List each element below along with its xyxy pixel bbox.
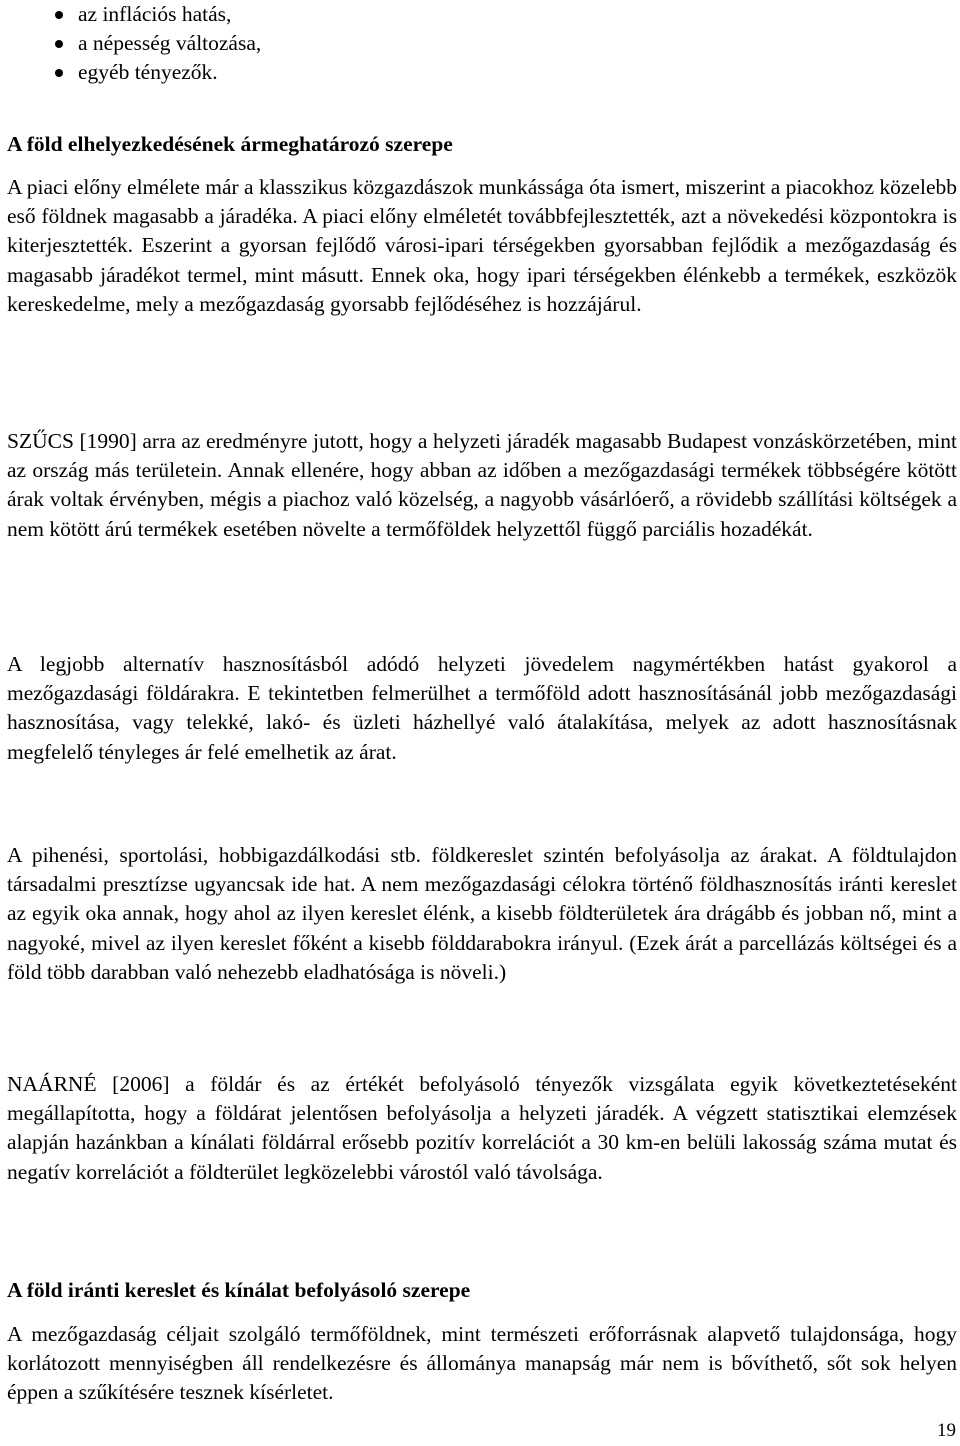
paragraph: A piaci előny elmélete már a klasszikus közgazdászok munkássága óta ismert, miszerint a piacokhoz közelebb eső földnek magasabb a járadéka. A piaci előny elméletét továbbfejlesztették, azt a növekedési központokra is kiterjesztették. Eszerint a gyorsan fejlődő városi-ipari térségekben gyorsabban fejlődik a mezőgazdaság és magasabb járadékot termel, mint másutt. Ennek oka, hogy ipari térségekben élénkebb a termékek, eszközök kereskedelme, mely a mezőgazdaság gyorsabb fejlődéséhez is hozzájárul.	[7, 175, 957, 316]
bullet-list	[55, 0, 261, 87]
paragraph: A pihenési, sportolási, hobbigazdálkodási stb. földkereslet szintén befolyásolja az árakat. A földtulajdon társadalmi presztízse ugyancsak ide hat. A nem mezőgazdasági célokra történő földhasznosítás iránti kereslet az egyik oka annak, hogy ahol az ilyen kereslet élénk, a kisebb földterületek ára drágább és jobban nő, mint a nagyoké, mivel az ilyen kereslet főként a kisebb földdarabokra irányul. (Ezek árát a parcellázás költségei és a föld több darabban való nehezebb eladhatósága is növeli.)	[7, 843, 957, 984]
paragraph: A legjobb alternatív hasznosításból adódó helyzeti jövedelem nagymértékben hatást gyakorol a mezőgazdasági földárakra. E tekintetben felmerülhet a termőföld adott hasznosításánál jobb mezőgazdasági hasznosítása, vagy telekké, lakó- és üzleti házhellyé való átalakítása, melyek az adott hasznosításnak megfelelő tényleges ár felé emelhetik az árat.	[7, 652, 957, 764]
bullet-icon	[55, 40, 63, 48]
bullet-item	[55, 29, 261, 58]
bullet-item	[55, 0, 261, 29]
bullet-item	[55, 58, 261, 87]
bullet-text: egyéb tényezők.	[78, 60, 218, 84]
bullet-icon	[55, 11, 63, 19]
paragraph: NAÁRNÉ [2006] a földár és az értékét befolyásoló tényezők vizsgálata egyik következtetéseként megállapította, hogy a földárat jelentősen befolyásolja a helyzeti járadék. A végzett statisztikai elemzések alapján hazánkban a kínálati földárral erősebb pozitív korrelációt a 30 km-en belüli lakosság száma mutat és negatív korrelációt a földterület legközelebbi várostól való távolsága.	[7, 1072, 957, 1184]
bullet-text: az inflációs hatás,	[78, 2, 232, 26]
paragraph: A mezőgazdaság céljait szolgáló termőföldnek, mint természeti erőforrásnak alapvető tulajdonsága, hogy korlátozott mennyiségben áll rendelkezésre és állománya manapság már nem is bővíthető, sőt sok helyen éppen a szűkítésére tesznek kísérletet.	[7, 1322, 957, 1405]
section-heading: A föld elhelyezkedésének ármeghatározó szerepe	[7, 132, 453, 156]
paragraph: SZŰCS [1990] arra az eredményre jutott, hogy a helyzeti járadék magasabb Budapest vonzáskörzetében, mint az ország más területein. Annak ellenére, hogy abban az időben a mezőgazdasági termékek többségére kötött árak voltak érvényben, mégis a piachoz való közelség, a nagyobb vásárlóerő, a rövidebb szállítási költségek a nem kötött árú termékek esetében növelte a termőföldek helyzettől függő parciális hozadékát.	[7, 429, 957, 541]
bullet-icon	[55, 69, 63, 77]
section-heading: A föld iránti kereslet és kínálat befolyásoló szerepe	[7, 1278, 471, 1302]
page-number: 19	[937, 1420, 956, 1441]
bullet-text: a népesség változása,	[78, 31, 262, 55]
